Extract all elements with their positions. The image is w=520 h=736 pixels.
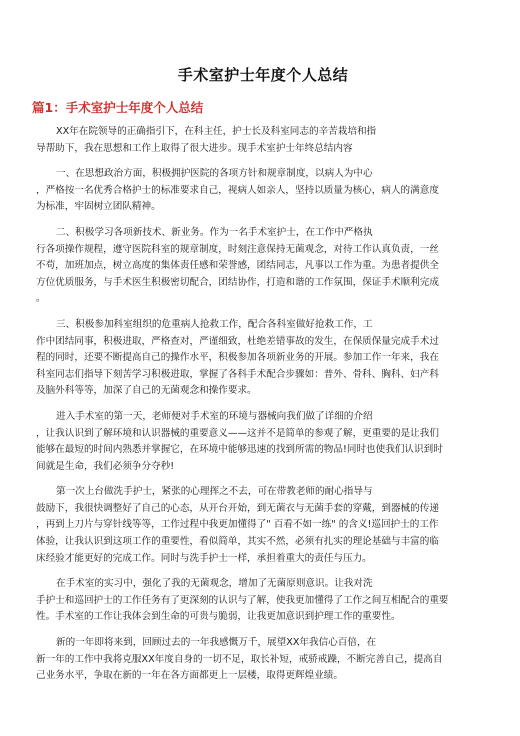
paragraph-line: XX年在院领导的正确指引下，在科主任，护士长及科室同志的辛苦栽培和指 [56,126,377,137]
paragraph-line: 导帮助下，我在思想和工作上取得了很大进步。现手术室护士年终总结内容 [36,142,353,154]
paragraph-line: 方位优质服务，与手术医生积极密切配合，团结协作，打造和谐的工作氛围，保证手术顺利完成 [36,276,439,288]
paragraph-line: 己业务水平，争取在新的一年在各方面都更上一层楼，取得更辉煌业绩。 [36,670,343,682]
body-paragraph [36,484,490,567]
paragraph-line: 床经验才能更好的完成工作。同时与洗手护士一样，承担着重大的责任与压力。 [36,552,372,564]
document-title: 手术室护士年度个人总结 [177,66,349,84]
body-paragraph [36,576,490,626]
paragraph-line: 行各项操作规程，遵守医院科室的规章制度，时刻注意保持无菌观念，对待工作认真负责，一丝 [36,243,439,255]
paragraph-line: 程的同时，还要不断提高自己的操作水平，积极参加各项新业务的开展。参加工作一年来，我在 [36,352,439,364]
body-paragraph [36,409,490,475]
paragraph-line: 性。手术室的工作让我体会到生命的可贵与脆弱，让我更加意识到护理工作的重要性。 [36,611,401,623]
paragraph-line: 新的一年即将来到，回顾过去的一年我感慨万千，展望XX年我信心百倍，在 [56,637,377,649]
paragraph-line: 手护士和巡回护士的工作任务有了更深刻的认识与了解，使我更加懂得了工作之间互相配合的重要 [36,594,449,606]
paragraph-line: 间就是生命，我们必须争分夺秒! [36,460,175,472]
paragraph-line: 一、在思想政治方面，积极拥护医院的各项方针和规章制度，以病人为中心 [56,168,373,180]
paragraph-line: 能够在最短的时间内熟悉并掌握它，在环境中能够迅速的找到所需的物品!同时也使我们认识到时 [36,444,443,456]
body-paragraph [36,166,490,216]
paragraph-line: 科室同志们指导下刻苦学习积极进取，掌握了各科手术配合步骤如：普外、骨科、胸科、妇产科 [36,368,439,380]
paragraph-line: 及脑外科等等，加深了自己的无菌观念和操作要求。 [36,385,257,397]
paragraph-line: ，再到上刀片与穿针线等等，工作过程中我更加懂得了" 百看不如一练" 的含义!巡回护士的工作 [36,519,439,531]
paragraph-line: 不苟，加班加点，树立高度的集体责任感和荣誉感，团结同志，凡事以工作为重。为患者提供全 [36,260,439,272]
paragraph-line: 在手术室的实习中，强化了我的无菌观念，增加了无菌原则意识。让我对洗 [56,578,373,590]
paragraph-line: 。 [36,293,46,305]
document-body [36,124,490,685]
section-heading: 篇1：手术室护士年度个人总结 [32,100,204,115]
paragraph-line: ，严格按一名优秀合格护士的标准要求自己，视病人如亲人，坚持以质量为核心，病人的满意度 [36,184,439,196]
paragraph-line: ，让我认识到了解环境和认识器械的重要意义——这并不是简单的参观了解，更重要的是让我们 [36,427,439,439]
paragraph-line: 第一次上台做洗手护士，紧张的心理挥之不去，可在带教老师的耐心指导与 [56,486,373,498]
paragraph-line: 进入手术室的第一天，老师便对手术室的环境与器械向我们做了详细的介绍 [56,410,373,422]
paragraph-line: 二、积极学习各项新技术、新业务。作为一名手术室护士，在工作中严格执 [56,226,373,238]
paragraph-line: 三、积极参加科室组织的危重病人抢救工作，配合各科室做好抢救工作，工 [56,318,373,330]
body-paragraph [36,635,490,685]
paragraph-line: 新一年的工作中我将克服XX年度自身的一切不足，取长补短，戒骄戒躁，不断完善自己，提高自 [36,653,443,665]
paragraph-line: 为标准，牢固树立团队精神。 [36,201,161,213]
body-paragraph [36,225,490,308]
paragraph-line: 作中团结同事，积极进取，严格查对，严谨细致，杜绝差错事故的发生，在保质保量完成手术过 [36,335,439,347]
paragraph-line: 鼓励下，我很快调整好了自己的心态，从开台开始，到无菌衣与无菌手套的穿戴，到器械的传递 [36,502,439,514]
paragraph-line: 体验，让我认识到这项工作的重要性，看似简单，其实不然，必须有扎实的理论基础与丰富的临 [36,536,439,548]
body-paragraph [36,124,490,157]
body-paragraph [36,317,490,400]
